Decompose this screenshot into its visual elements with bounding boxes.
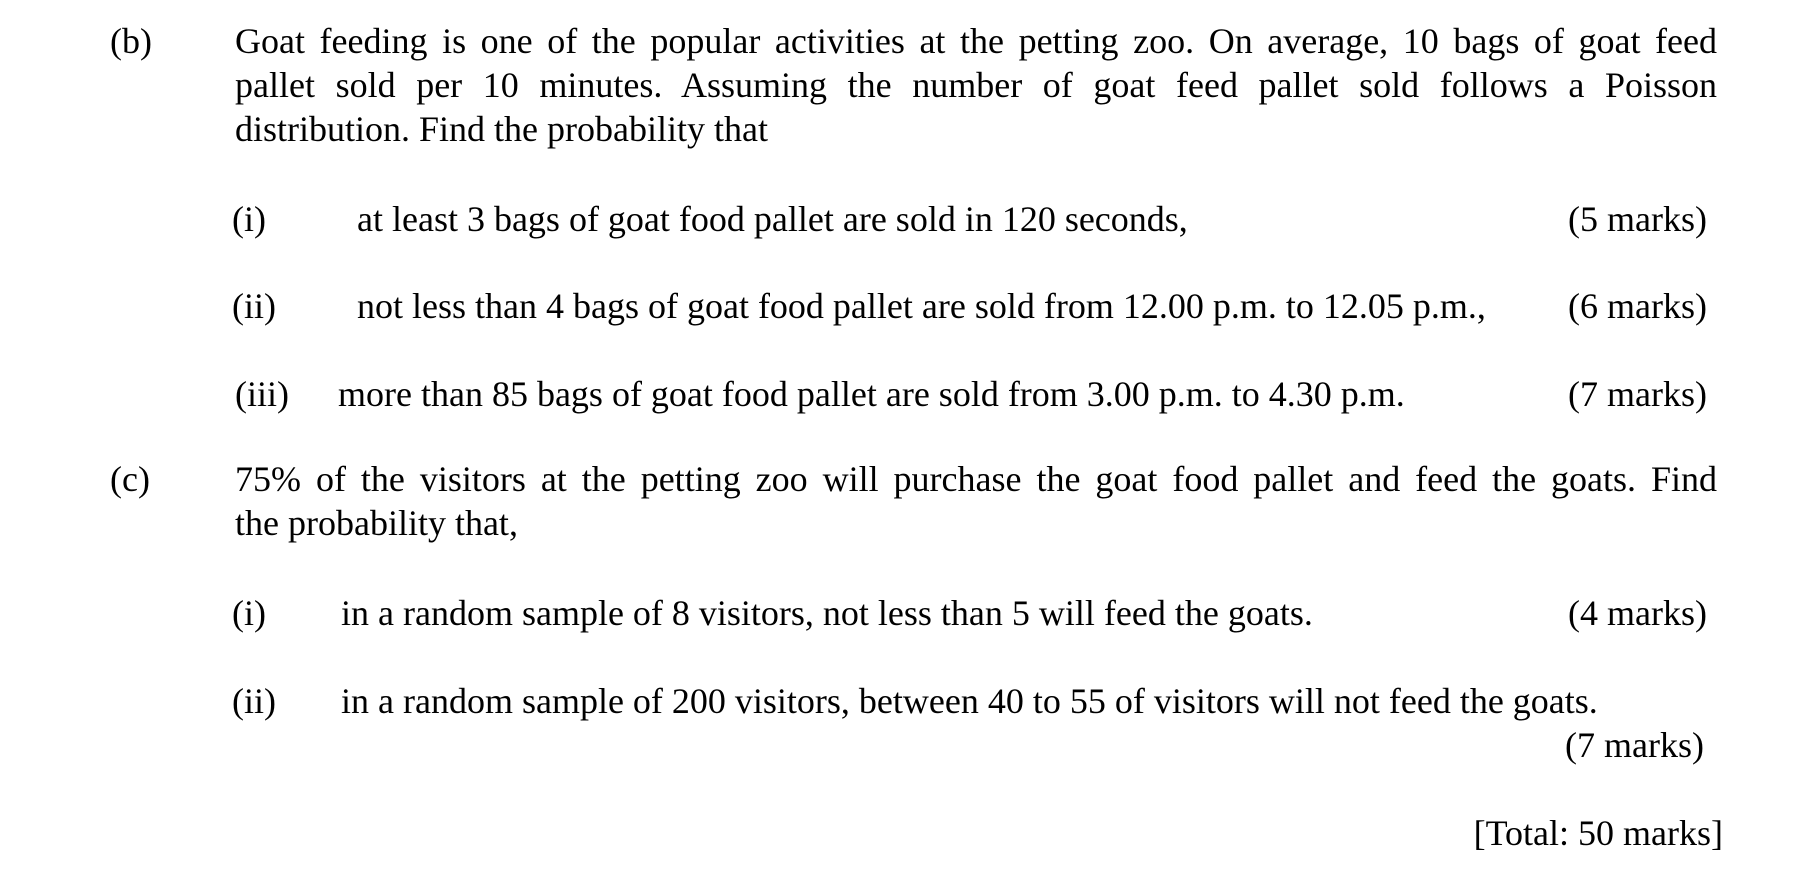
part-b-item-label-ii: (ii): [232, 286, 276, 326]
part-c-item-label-ii: (ii): [232, 681, 276, 721]
part-b-label: (b): [110, 21, 152, 61]
part-b-item-marks-ii: (6 marks): [1568, 286, 1707, 326]
part-c-item-label-i: (i): [232, 593, 266, 633]
part-c-item-marks-ii: (7 marks): [1565, 725, 1704, 765]
part-c-label: (c): [110, 459, 150, 499]
part-c-item-text-ii: in a random sample of 200 visitors, between 40 to 55 of visitors will not feed the goats.: [341, 681, 1598, 721]
part-b-item-marks-i: (5 marks): [1568, 199, 1707, 239]
part-b-item-marks-iii: (7 marks): [1568, 374, 1707, 414]
part-c-stem-line-2: the probability that,: [235, 503, 518, 543]
part-c-stem-line-1: 75% of the visitors at the petting zoo will purchase the goat food pallet and feed the goats. Find: [235, 459, 1717, 499]
part-c-item-text-i: in a random sample of 8 visitors, not less than 5 will feed the goats.: [341, 593, 1313, 633]
part-b-stem-line-1: Goat feeding is one of the popular activities at the petting zoo. On average, 10 bags of goat feed: [235, 21, 1717, 61]
total-marks: [Total: 50 marks]: [1473, 813, 1723, 853]
part-b-stem-line-2: pallet sold per 10 minutes. Assuming the number of goat feed pallet sold follows a Poisson: [235, 65, 1717, 105]
part-b-item-label-i: (i): [232, 199, 266, 239]
part-b-stem-line-3: distribution. Find the probability that: [235, 109, 768, 149]
part-b-item-text-ii: not less than 4 bags of goat food pallet are sold from 12.00 p.m. to 12.05 p.m.,: [357, 286, 1486, 326]
part-c-item-marks-i: (4 marks): [1568, 593, 1707, 633]
part-b-item-text-iii: more than 85 bags of goat food pallet are sold from 3.00 p.m. to 4.30 p.m.: [338, 374, 1405, 414]
part-b-item-label-iii: (iii): [235, 374, 289, 414]
part-b-item-text-i: at least 3 bags of goat food pallet are sold in 120 seconds,: [357, 199, 1188, 239]
